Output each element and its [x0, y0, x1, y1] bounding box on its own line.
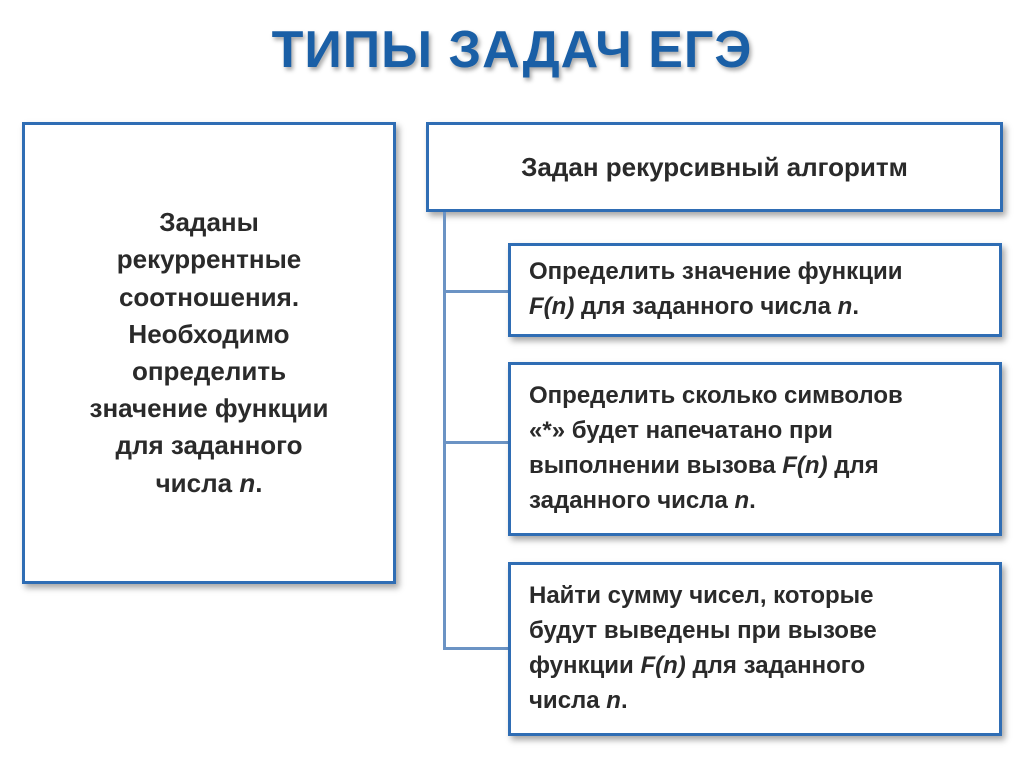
task-line: «*» будет напечатано при [529, 417, 833, 445]
variable-n: n [606, 686, 621, 714]
left-line-7: для заданного [115, 430, 303, 461]
left-line-4: Необходимо [128, 318, 290, 349]
tree-connector-branch-2 [443, 441, 509, 444]
function-call: F(n) [529, 293, 575, 320]
task-line: Определить сколько символов [529, 382, 903, 410]
tree-connector-vertical [443, 212, 446, 650]
left-line-2: рекуррентные [116, 244, 302, 275]
task-line: функции [529, 652, 641, 679]
task-line: для заданного числа [574, 293, 838, 320]
task-box-function-value [508, 243, 1002, 337]
variable-n: n [837, 293, 853, 320]
task-text [529, 579, 877, 718]
page-title: ТИПЫ ЗАДАЧ ЕГЭ [271, 21, 753, 79]
left-line-8: числа [155, 467, 240, 498]
left-line-3: соотношения. [118, 281, 300, 312]
variable-n: n [734, 486, 750, 514]
task-box-count-symbols [508, 362, 1002, 536]
task-line: для заданного [685, 652, 866, 679]
task-box-sum-numbers [508, 562, 1002, 736]
task-line-end: . [749, 486, 756, 514]
task-line: выполнении вызова [529, 452, 783, 479]
task-line: числа [529, 686, 607, 714]
recursive-algorithm-header: Задан рекурсивный алгоритм [426, 122, 1003, 212]
tree-connector-branch-1 [443, 290, 509, 293]
task-line: заданного числа [529, 486, 735, 514]
function-call: F(n) [782, 452, 828, 479]
left-line-8-end: . [255, 467, 263, 498]
task-line-end: . [620, 686, 628, 714]
left-line-5: определить [131, 356, 287, 386]
task-line: для [827, 452, 879, 479]
task-line: Определить значение функции [529, 258, 903, 286]
recurrence-relations-text [90, 204, 329, 501]
task-line: Найти сумму чисел, которые [529, 582, 874, 610]
task-text [529, 255, 902, 325]
left-line-1: Заданы [159, 207, 259, 238]
recurrence-relations-box [22, 122, 396, 584]
tree-connector-branch-3 [443, 647, 509, 650]
task-line-end: . [852, 293, 859, 320]
task-line: будут выведены при вызове [529, 617, 877, 645]
left-line-6: значение функции [89, 393, 329, 424]
function-call: F(n) [640, 652, 686, 679]
task-text [529, 379, 903, 518]
variable-n: n [239, 467, 256, 498]
